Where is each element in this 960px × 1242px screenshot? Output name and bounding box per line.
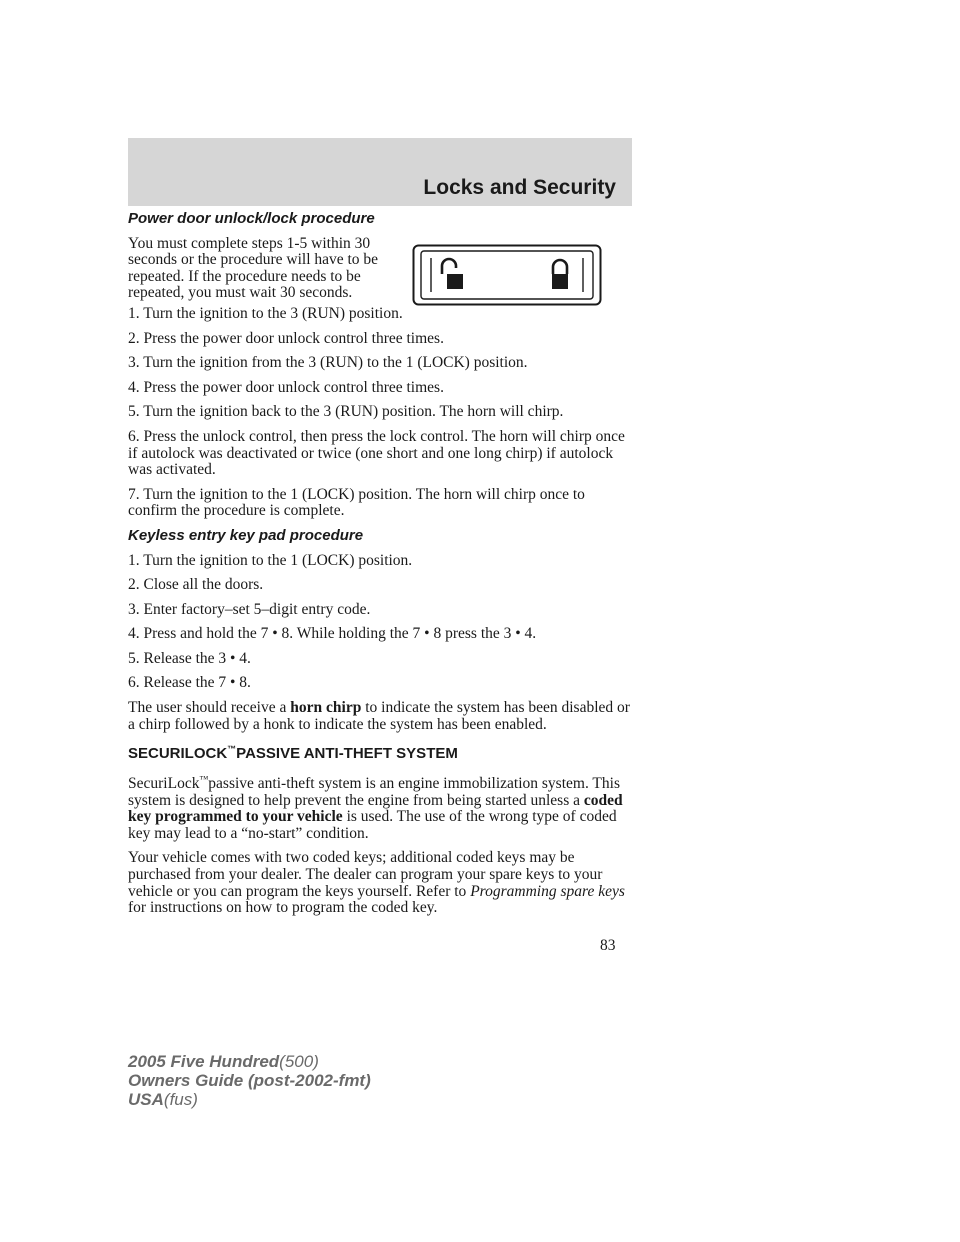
power-door-intro-row xyxy=(128,236,632,306)
power-door-heading: Power door unlock/lock procedure xyxy=(128,210,375,227)
power-step: 7. Turn the ignition to the 1 (LOCK) position. The horn will chirp once to confirm the procedure is complete. xyxy=(128,485,585,520)
trademark-symbol: ™ xyxy=(199,773,209,784)
section-title: Locks and Security xyxy=(423,176,616,199)
keyless-closing: The user should receive a horn chirp to indicate the system has been disabled or a chirp followed by a honk to indicate the system has been enabled. xyxy=(128,699,630,733)
door-lock-switch-figure xyxy=(412,244,602,306)
keyless-step: 1. Turn the ignition to the 1 (LOCK) position. xyxy=(128,551,413,569)
document-footer xyxy=(128,1052,371,1109)
keyless-step: 2. Close all the doors. xyxy=(128,576,264,594)
power-door-intro: You must complete steps 1-5 within 30 seconds or the procedure will have to be repeated. If the procedure needs to be repeated, you must wait 30 seconds. xyxy=(128,234,379,302)
footer-line-1: 2005 Five Hundred(500) xyxy=(128,1052,319,1071)
keyless-entry-heading: Keyless entry key pad procedure xyxy=(128,526,364,544)
page-content xyxy=(128,211,632,925)
securilock-paragraph-1: SecuriLock™passive anti-theft system is an engine immobilization system. This system is designed to help prevent the engine from being started unless a coded key programmed to your vehicle is used. The use of the wrong type of coded key may lead to a “no-start” condition. xyxy=(128,773,623,842)
page-number: 83 xyxy=(600,937,616,954)
coded-key-emphasis: coded key programmed to your vehicle xyxy=(128,791,623,826)
keyless-step: 5. Release the 3 • 4. xyxy=(128,649,251,667)
footer-line-3: USA(fus) xyxy=(128,1090,198,1109)
power-step: 2. Press the power door unlock control three times. xyxy=(128,329,444,347)
header-band xyxy=(128,138,632,206)
securilock-paragraph-2: Your vehicle comes with two coded keys; additional coded keys may be purchased from your dealer. The dealer can program your spare keys to your vehicle or you can program the keys yourself. Refer to Programming spare keys for instructions on how to program the coded key. xyxy=(128,849,625,917)
trademark-symbol: ™ xyxy=(227,744,237,755)
power-step: 4. Press the power door unlock control three times. xyxy=(128,378,444,396)
power-step: 6. Press the unlock control, then press the lock control. The horn will chirp once if autolock was deactivated or twice (one short and one long chirp) if autolock was activated. xyxy=(128,427,625,479)
keyless-step: 3. Enter factory–set 5–digit entry code. xyxy=(128,600,371,618)
programming-spare-keys-reference: Programming spare keys xyxy=(470,882,625,900)
power-step: 3. Turn the ignition from the 3 (RUN) to the 1 (LOCK) position. xyxy=(128,354,528,372)
securilock-heading: SECURILOCK™PASSIVE ANTI-THEFT SYSTEM xyxy=(128,744,458,763)
footer-line-2: Owners Guide (post-2002-fmt) xyxy=(128,1071,371,1090)
keyless-step: 4. Press and hold the 7 • 8. While holding the 7 • 8 press the 3 • 4. xyxy=(128,625,537,643)
power-step: 5. Turn the ignition back to the 3 (RUN) position. The horn will chirp. xyxy=(128,403,564,421)
horn-chirp-emphasis: horn chirp xyxy=(290,699,362,717)
power-step: 1. Turn the ignition to the 3 (RUN) position. xyxy=(128,304,403,322)
keyless-step: 6. Release the 7 • 8. xyxy=(128,674,251,692)
